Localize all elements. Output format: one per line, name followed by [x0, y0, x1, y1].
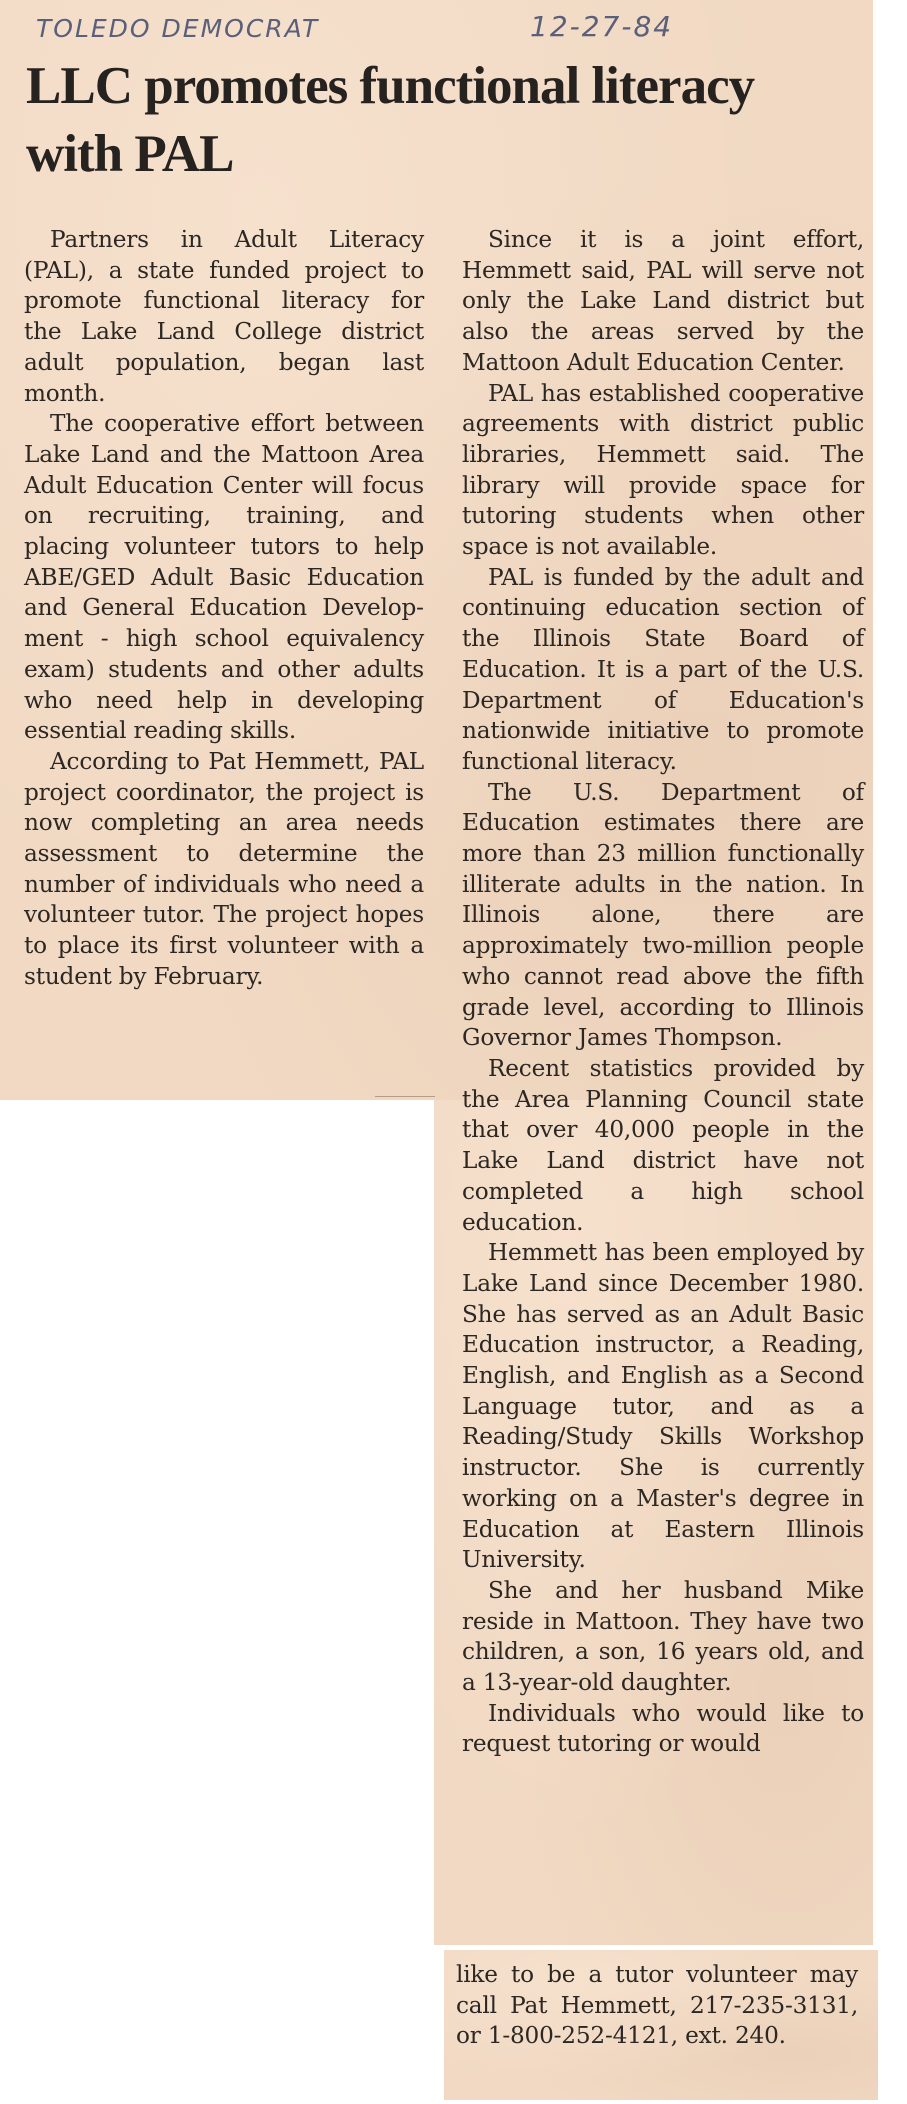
paragraph: Individuals who would like to request tutoring or would — [462, 1699, 864, 1758]
paragraph: The cooperative effort between Lake Land and the Mattoon Area Adult Education Center will focus on recruiting, training, and placing volunteer tutors to help ABE/GED Adult Basic Education and General Education Development - high school equivalency exam) students and other adults who need help in developing essential reading skills. — [24, 410, 424, 745]
paragraph: Since it is a joint effort, Hemmett said, PAL will serve not only the Lake Land district but also the areas served by the Mattoon Adult Education Center. — [462, 226, 864, 376]
handwritten-date: 12-27-84 — [530, 10, 674, 43]
paragraph: The U.S. Department of Education estimates there are more than 23 million functionally illiterate adults in the nation. In Illinois alone, there are approximately two-million people who cannot read above the fifth grade level, according to Illinois Governor James Thompson. — [462, 778, 864, 1052]
paragraph: According to Pat Hemmett, PAL project coordinator, the project is now completing an area needs assessment to determine the number of individuals who need a volunteer tutor. The project hopes to place its first volunteer with a student by February. — [24, 747, 424, 990]
handwritten-newspaper-name: TOLEDO DEMOCRAT — [36, 14, 320, 43]
column-end-rule — [375, 1096, 435, 1097]
paragraph: PAL is funded by the adult and continuing education section of the Illinois State Board of Education. It is a part of the U.S. Department of Education's nationwide initiative to promote functional literacy. — [462, 563, 864, 775]
paragraph: PAL has established cooperative agreements with district public libraries, Hemmett said. The library will provide space for tutoring students when other space is not available. — [462, 379, 864, 561]
paragraph: Recent statistics provided by the Area Planning Council state that over 40,000 people in the Lake Land district have not completed a high school education. — [462, 1054, 864, 1236]
article-left-column — [24, 225, 424, 993]
paragraph: Hemmett has been employed by Lake Land since December 1980. She has served as an Adult Basic Education instructor, a Reading, English, and English as a Second Language tutor, and as a Reading/Study Skills Workshop instructor. She is currently working on a Master's degree in Education at Eastern Illinois University. — [462, 1239, 864, 1574]
article-continuation — [456, 1960, 858, 2052]
paragraph: She and her husband Mike reside in Mattoon. They have two children, a son, 16 years old, and a 13-year-old daughter. — [462, 1576, 864, 1697]
article-headline: LLC promotes functional literacy with PAL — [26, 57, 755, 183]
paragraph: like to be a tutor volunteer may call Pat Hemmett, 217-235-3131, or 1-800-252-4121, ext. 240. — [456, 1961, 858, 2050]
article-right-column — [462, 225, 864, 1760]
paragraph: Partners in Adult Literacy (PAL), a state funded project to promote functional literacy for the Lake Land College district adult population, began last month. — [24, 226, 424, 407]
